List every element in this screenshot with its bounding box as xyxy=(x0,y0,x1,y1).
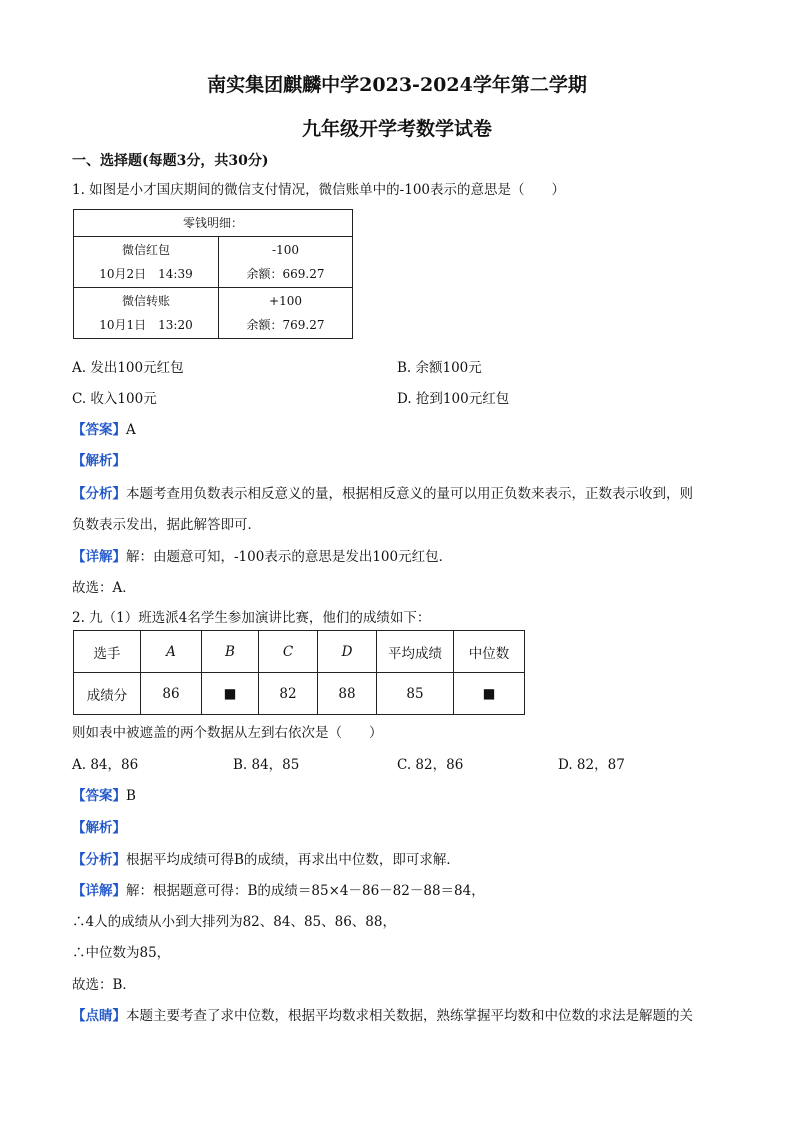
score-header-a: A xyxy=(141,631,202,673)
score-header-average: 平均成绩 xyxy=(377,631,454,673)
wechat-bill-table xyxy=(73,209,353,339)
score-table xyxy=(73,630,525,715)
q2-step1: ∴4人的成绩从小到大排列为82、84、85、86、88， xyxy=(72,914,396,930)
q2-option-a: A. 84，86 xyxy=(72,757,139,773)
fenxi-tag: 【分析】 xyxy=(72,852,126,868)
q2-fenxi xyxy=(72,848,460,868)
answer-tag: 【答案】 xyxy=(72,788,126,804)
score-a: 86 xyxy=(141,673,202,715)
score-header-median: 中位数 xyxy=(454,631,525,673)
bill-table-header: 零钱明细： xyxy=(74,210,353,237)
bill-row-2-time: 10月1日 13:20 xyxy=(99,318,193,332)
q2-fenxi-text: 根据平均成绩可得B的成绩，再求出中位数，即可求解． xyxy=(126,852,460,868)
bill-row-1-type: 微信红包 xyxy=(121,243,170,257)
bill-row-1-amount: -100 xyxy=(272,243,299,257)
xiangjie-tag: 【详解】 xyxy=(72,549,126,565)
exam-subtitle: 九年级开学考数学试卷 xyxy=(301,118,492,140)
q1-option-b: B. 余额100元 xyxy=(397,360,482,376)
q1-xiangjie xyxy=(72,545,452,565)
q2-step2: ∴中位数为85， xyxy=(72,945,171,961)
bill-row-1-time: 10月2日 14:39 xyxy=(99,267,193,281)
fenxi-tag: 【分析】 xyxy=(72,486,126,502)
q2-choose: 故选：B． xyxy=(72,977,136,993)
q2-xiangjie-text: 解：根据题意可得：B的成绩＝85×4－86－82－88＝84， xyxy=(126,883,485,899)
xiangjie-tag: 【详解】 xyxy=(72,883,126,899)
bill-row-2-balance: 余额：769.27 xyxy=(246,318,325,332)
q1-xiangjie-text: 解：由题意可知，-100表示的意思是发出100元红包． xyxy=(126,549,453,565)
q1-option-a: A. 发出100元红包 xyxy=(72,360,184,376)
q1-analysis-tag: 【解析】 xyxy=(72,453,126,469)
score-table-header-row xyxy=(74,631,525,673)
q2-question: 则如表中被遮盖的两个数据从左到右依次是（ ） xyxy=(72,725,383,741)
q1-answer xyxy=(72,418,136,438)
bill-row-1-right xyxy=(219,237,353,288)
q2-dianjing xyxy=(72,1004,693,1024)
bill-row-2-type: 微信转账 xyxy=(121,294,170,308)
score-average: 85 xyxy=(377,673,454,715)
q2-dianjing-text: 本题主要考查了求中位数，根据平均数求相关数据，熟练掌握平均数和中位数的求法是解题的关 xyxy=(126,1008,693,1024)
score-header-b: B xyxy=(202,631,259,673)
bill-row-1-left xyxy=(74,237,219,288)
exam-title: 南实集团麒麟中学2023-2024学年第二学期 xyxy=(207,74,587,96)
q1-option-c: C. 收入100元 xyxy=(72,391,157,407)
q1-choose: 故选：A． xyxy=(72,580,136,596)
q1-answer-value: A xyxy=(126,422,136,438)
q2-answer-value: B xyxy=(126,788,136,804)
q2-option-c: C. 82，86 xyxy=(397,757,464,773)
bill-row-2-amount: +100 xyxy=(269,294,302,308)
q1-fenxi-line1 xyxy=(72,482,693,502)
q1-fenxi-text: 本题考查用负数表示相反意义的量，根据相反意义的量可以用正负数来表示，正数表示收到，则 xyxy=(126,486,693,502)
score-header-c: C xyxy=(259,631,318,673)
bill-row-1-balance: 余额：669.27 xyxy=(246,267,325,281)
q2-answer xyxy=(72,784,136,804)
q2-analysis-tag: 【解析】 xyxy=(72,820,126,836)
bill-row-2-left xyxy=(74,288,219,339)
dianjing-tag: 【点睛】 xyxy=(72,1008,126,1024)
score-row-label: 成绩分 xyxy=(74,673,141,715)
q2-stem: 2. 九（1）班选派4名学生参加演讲比赛，他们的成绩如下： xyxy=(72,610,431,626)
score-median-masked: ■ xyxy=(454,673,525,715)
score-b-masked: ■ xyxy=(202,673,259,715)
q1-stem: 1. 如图是小才国庆期间的微信支付情况，微信账单中的-100表示的意思是（ ） xyxy=(72,182,565,198)
score-header-player: 选手 xyxy=(74,631,141,673)
q2-xiangjie xyxy=(72,879,485,899)
section-heading: 一、选择题(每题3分，共30分) xyxy=(72,153,269,169)
q1-fenxi-line2: 负数表示发出，据此解答即可． xyxy=(72,517,261,533)
answer-tag: 【答案】 xyxy=(72,422,126,438)
score-header-d: D xyxy=(318,631,377,673)
q1-option-d: D. 抢到100元红包 xyxy=(397,391,510,407)
score-c: 82 xyxy=(259,673,318,715)
q2-option-d: D. 82，87 xyxy=(558,757,625,773)
score-d: 88 xyxy=(318,673,377,715)
score-table-score-row xyxy=(74,673,525,715)
bill-row-2-right xyxy=(219,288,353,339)
q2-option-b: B. 84，85 xyxy=(233,757,300,773)
